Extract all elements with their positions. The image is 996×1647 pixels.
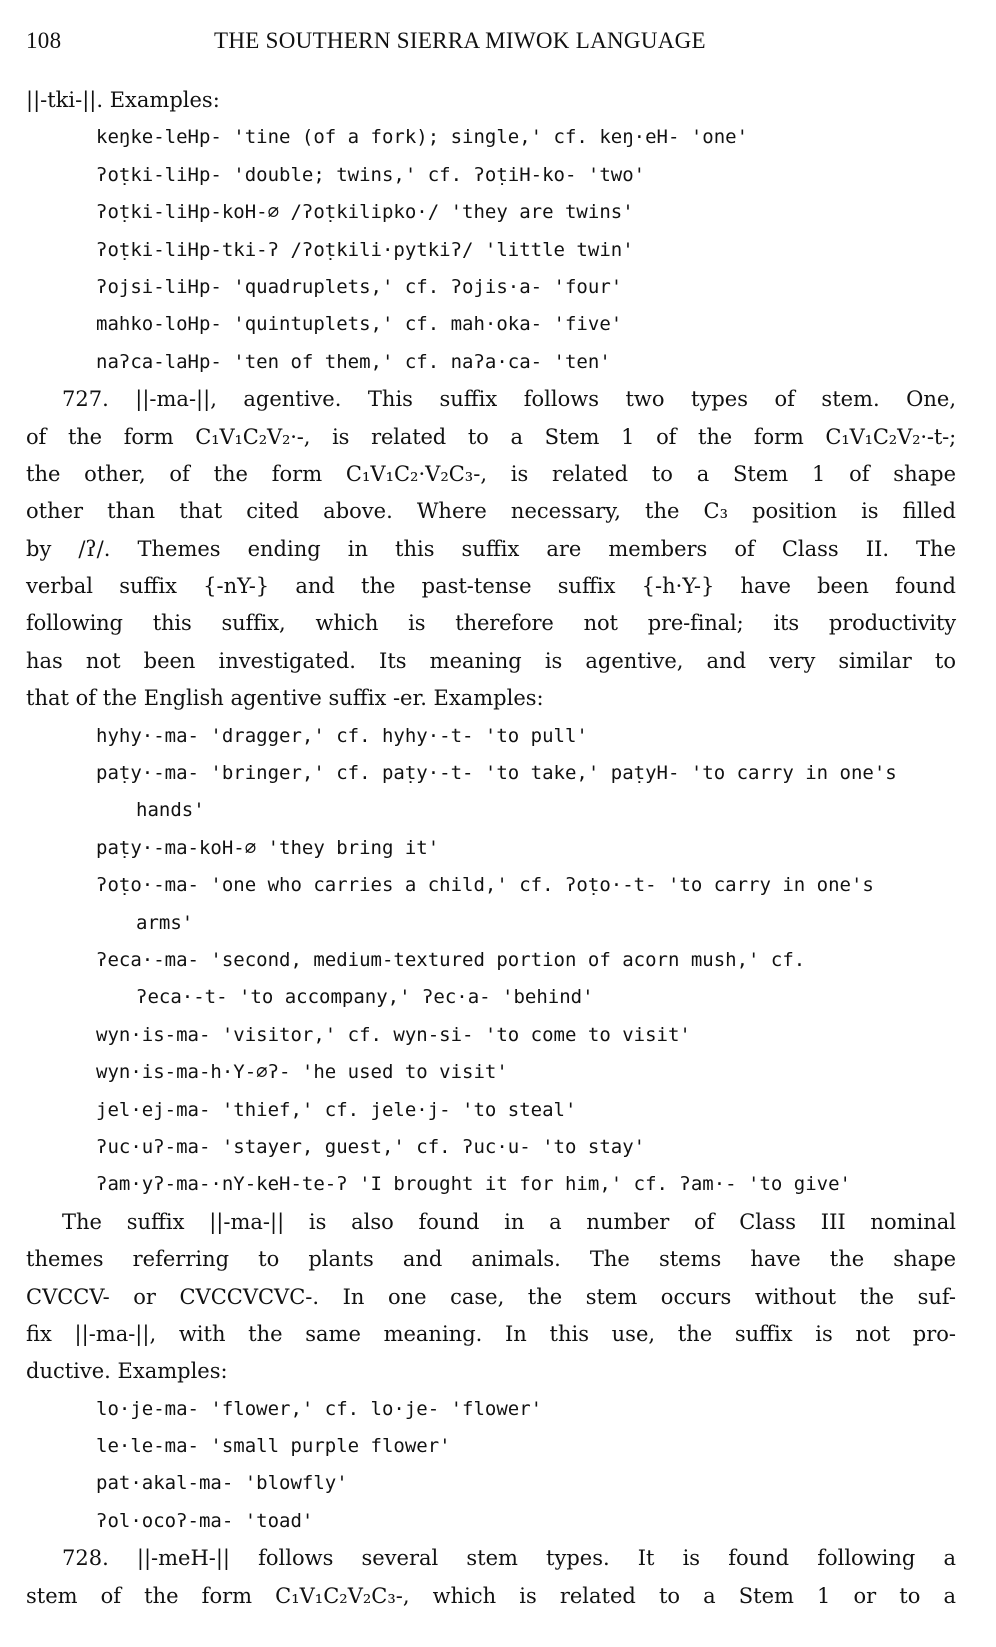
example-continuation-line: ʔeca·-t- 'to accompany,' ʔec·a- 'behind': [136, 986, 594, 1009]
page-header: [26, 28, 796, 62]
section-728-heading-line: 728. ||-meH-|| follows several stem types. It is found following a: [62, 1546, 956, 1571]
running-title: THE SOUTHERN SIERRA MIWOK LANGUAGE: [214, 28, 706, 53]
paragraph-line: of the form C₁V₁C₂V₂·-, is related to a Stem 1 of the form C₁V₁C₂V₂·-t-;: [26, 424, 956, 449]
example-line: hyhy·-ma- 'dragger,' cf. hyhy·-t- 'to pull': [96, 724, 588, 747]
example-line: ʔojsi-liHp- 'quadruplets,' cf. ʔojis·a- 'four': [96, 275, 623, 298]
paragraph-line: fix ||-ma-||, with the same meaning. In this use, the suffix is not pro-: [26, 1321, 956, 1346]
example-line: ʔol·ocoʔ-ma- 'toad': [96, 1509, 314, 1532]
paragraph-line: has not been investigated. Its meaning is agentive, and very similar to: [26, 648, 956, 673]
page-number: 108: [26, 28, 62, 53]
example-line: keŋke-leHp- 'tine (of a fork); single,' cf. keŋ·eH- 'one': [96, 126, 749, 149]
example-continuation-line: hands': [136, 799, 205, 822]
example-line: le·le-ma- 'small purple flower': [96, 1435, 451, 1458]
paragraph-line: by /ʔ/. Themes ending in this suffix are members of Class II. The: [26, 536, 956, 561]
example-line: jel·ej-ma- 'thief,' cf. jele·j- 'to steal': [96, 1098, 577, 1121]
example-line: ʔoṭki-liHp-tki-ʔ /ʔoṭkili·pytkiʔ/ 'little twin': [96, 238, 634, 261]
page-body: [26, 82, 956, 1615]
example-line: paṭy·-ma-koH-∅ 'they bring it': [96, 836, 440, 859]
section-727-heading-line: 727. ||-ma-||, agentive. This suffix follows two types of stem. One,: [62, 387, 956, 412]
paragraph-line: The suffix ||-ma-|| is also found in a number of Class III nominal: [62, 1209, 956, 1234]
paragraph-line: the other, of the form C₁V₁C₂·V₂C₃-, is related to a Stem 1 of shape: [26, 461, 956, 486]
paragraph-line: ductive. Examples:: [26, 1359, 228, 1384]
example-line: pat·akal-ma- 'blowfly': [96, 1472, 348, 1495]
example-line: ʔoṭki-liHp- 'double; twins,' cf. ʔoṭiH-ko- 'two': [96, 163, 646, 186]
text-line: ||-tki-||. Examples:: [26, 88, 220, 112]
paragraph-line: CVCCV- or CVCCVCVC-. In one case, the stem occurs without the suf-: [26, 1284, 956, 1309]
example-line: wyn·is-ma-h·Y-∅ʔ- 'he used to visit': [96, 1061, 508, 1084]
example-line: ʔuc·uʔ-ma- 'stayer, guest,' cf. ʔuc·u- 'to stay': [96, 1135, 646, 1158]
example-line: ʔeca·-ma- 'second, medium-textured portion of acorn mush,' cf.: [96, 948, 806, 971]
example-line: naʔca-laHp- 'ten of them,' cf. naʔa·ca- 'ten': [96, 350, 611, 373]
example-line: ʔoṭki-liHp-koH-∅ /ʔoṭkilipko·/ 'they are twins': [96, 201, 634, 224]
example-line: lo·je-ma- 'flower,' cf. lo·je- 'flower': [96, 1397, 543, 1420]
example-line: ʔoṭo·-ma- 'one who carries a child,' cf. ʔoṭo·-t- 'to carry in one's: [96, 874, 874, 897]
paragraph-line: following this suffix, which is therefore not pre-final; its productivity: [26, 611, 956, 636]
paragraph-line: that of the English agentive suffix -er. Examples:: [26, 686, 544, 711]
example-line: mahko-loHp- 'quintuplets,' cf. mah·oka- 'five': [96, 313, 623, 336]
example-line: paṭy·-ma- 'bringer,' cf. paṭy·-t- 'to take,' paṭyH- 'to carry in one's: [96, 762, 897, 785]
paragraph-line: other than that cited above. Where necessary, the C₃ position is filled: [26, 499, 956, 524]
example-line: ʔam·yʔ-ma-·nY-keH-te-ʔ 'I brought it for him,' cf. ʔam·- 'to give': [96, 1173, 851, 1196]
example-line: wyn·is-ma- 'visitor,' cf. wyn-si- 'to come to visit': [96, 1023, 691, 1046]
paragraph-line: stem of the form C₁V₁C₂V₂C₃-, which is related to a Stem 1 or to a: [26, 1583, 956, 1608]
paragraph-line: verbal suffix {-nY-} and the past-tense suffix {-h·Y-} have been found: [26, 574, 956, 599]
example-continuation-line: arms': [136, 911, 194, 934]
paragraph-line: themes referring to plants and animals. The stems have the shape: [26, 1247, 956, 1272]
